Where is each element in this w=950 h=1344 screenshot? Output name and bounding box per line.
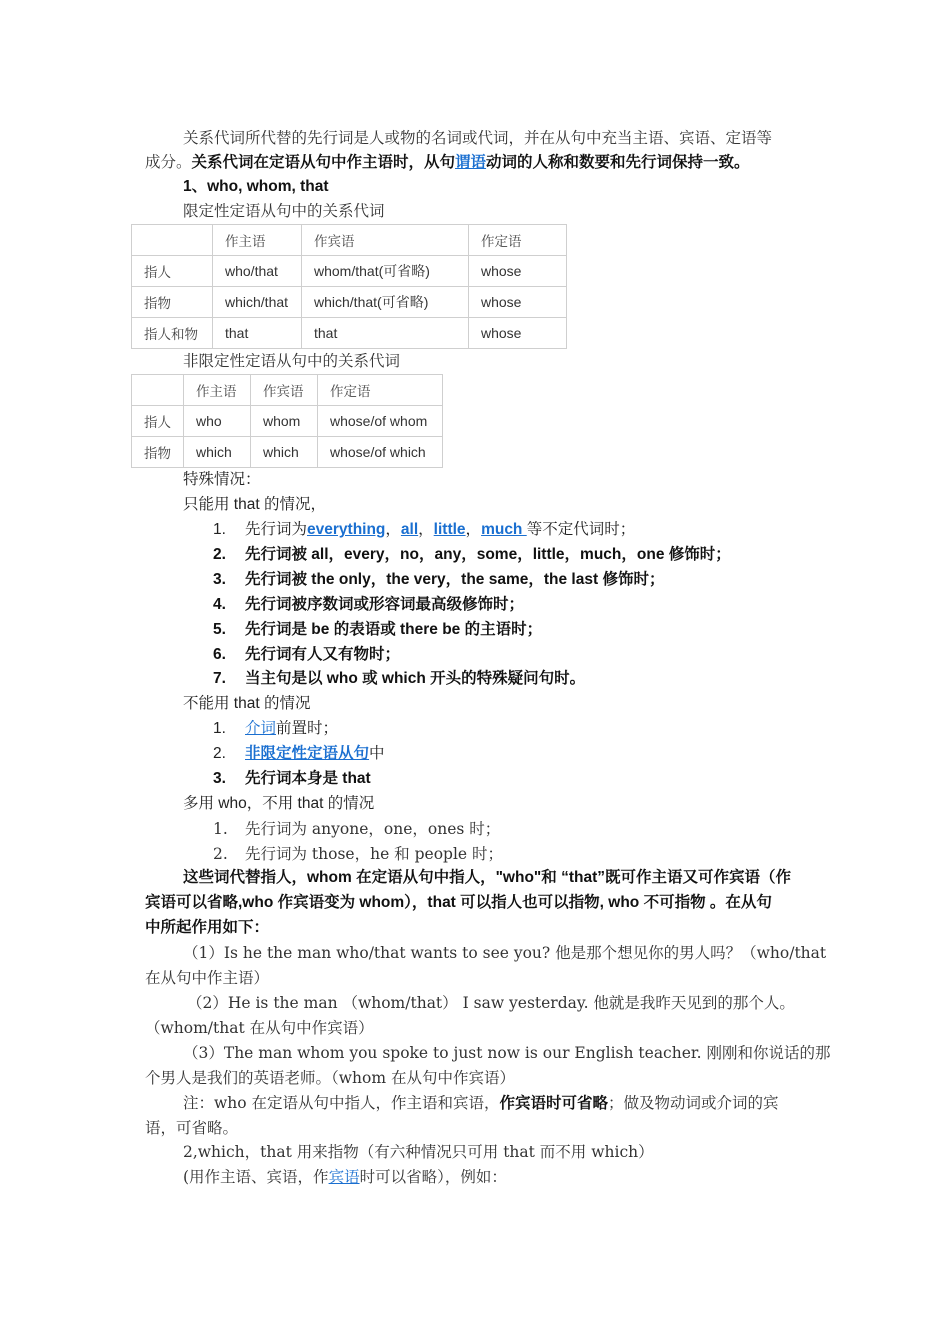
list-number: 2. bbox=[213, 845, 228, 863]
table-cell bbox=[132, 225, 213, 256]
list-text: 先行词是 be 的表语或 there be 的主语时； bbox=[245, 621, 543, 638]
only-that-title: 只能用 that 的情况， bbox=[183, 496, 326, 513]
nonrestrictive-caption: 非限定性定语从句中的关系代词 bbox=[183, 352, 401, 370]
who-title: 多用 who，不用 that 的情况 bbox=[183, 795, 375, 812]
list-item bbox=[213, 568, 664, 592]
table-header: 作定语 bbox=[318, 375, 443, 406]
table-cell: whose/of which bbox=[318, 437, 443, 468]
intro-bold-1: 关系代词在定语从句中作主语时，从句 bbox=[191, 154, 456, 171]
table-cell: which/that bbox=[213, 287, 302, 318]
list-item bbox=[213, 767, 371, 791]
list-item bbox=[213, 518, 635, 542]
no-that-title: 不能用 that 的情况 bbox=[183, 695, 311, 712]
note-line-2: 语，可省略。 bbox=[145, 1119, 239, 1137]
table-cell: 指物 bbox=[132, 287, 213, 318]
table-header: 作主语 bbox=[213, 225, 302, 256]
list-number: 2. bbox=[213, 546, 226, 563]
list-number: 1. bbox=[213, 820, 228, 838]
table-cell: that bbox=[213, 318, 302, 349]
list-number: 3. bbox=[213, 571, 226, 588]
everything-link[interactable]: everything bbox=[307, 521, 386, 538]
table-cell: 指物 bbox=[132, 437, 184, 468]
example-3-line-2: 个男人是我们的英语老师。（whom 在从句中作宾语） bbox=[145, 1069, 515, 1087]
restrictive-caption: 限定性定语从句中的关系代词 bbox=[183, 202, 385, 220]
list-text: 先行词被序数词或形容词最高级修饰时； bbox=[245, 596, 525, 613]
table-cell: which/that(可省略) bbox=[302, 287, 469, 318]
table-header: 作宾语 bbox=[251, 375, 318, 406]
all-link[interactable]: all bbox=[400, 521, 419, 538]
list-number: 5. bbox=[213, 621, 226, 638]
list-number: 1. bbox=[213, 720, 226, 737]
section-2-title: 2,which，that 用来指物（有六种情况只可用 that 而不用 which） bbox=[183, 1143, 654, 1161]
note-bold: 作宾语时可省略 bbox=[499, 1095, 609, 1112]
example-2-line-1: （2）He is the man （whom/that） I saw yesterday. 他就是我昨天见到的那个人。 bbox=[187, 994, 795, 1012]
table-row bbox=[132, 225, 567, 256]
section-2-subtitle bbox=[183, 1165, 507, 1189]
object-link[interactable]: 宾语 bbox=[328, 1168, 360, 1186]
table-cell: which bbox=[251, 437, 318, 468]
list-text: 先行词为 those，he 和 people 时； bbox=[245, 845, 504, 863]
list-number: 1. bbox=[213, 521, 226, 538]
list-text: 中 bbox=[369, 745, 385, 762]
separator: ， bbox=[385, 521, 401, 538]
intro-bold-2: 动词的人称和数要和先行词保持一致。 bbox=[486, 154, 750, 171]
list-text: 等不定代词时； bbox=[526, 521, 636, 538]
table-row bbox=[132, 256, 567, 287]
table-cell: whose bbox=[469, 318, 567, 349]
example-2-line-2: （whom/that 在从句中作宾语） bbox=[145, 1019, 374, 1037]
table-cell: whose/of whom bbox=[318, 406, 443, 437]
table-cell: 指人 bbox=[132, 406, 184, 437]
table-header: 作定语 bbox=[469, 225, 567, 256]
section-2-text: (用作主语、宾语，作 bbox=[183, 1168, 329, 1186]
table-cell: 指人和物 bbox=[132, 318, 213, 349]
table-row bbox=[132, 406, 443, 437]
list-item bbox=[213, 643, 400, 667]
table-cell: who bbox=[184, 406, 251, 437]
list-number: 3. bbox=[213, 770, 226, 787]
separator: ， bbox=[465, 521, 482, 538]
summary-line-3: 中所起作用如下： bbox=[145, 919, 270, 936]
list-number: 4. bbox=[213, 596, 226, 613]
table-row bbox=[132, 375, 443, 406]
list-text: 前置时； bbox=[276, 720, 339, 737]
summary-line-1: 这些词代替指人，whom 在定语从句中指人，"who"和 “that”既可作主语又可作宾语（作 bbox=[183, 869, 791, 886]
list-item bbox=[213, 717, 338, 741]
nonrestrictive-table bbox=[131, 374, 443, 468]
table-row bbox=[132, 318, 567, 349]
table-cell bbox=[132, 375, 184, 406]
list-text: 先行词被 the only，the very，the same，the last 修饰时； bbox=[245, 571, 665, 588]
list-text: 当主句是以 who 或 which 开头的特殊疑问句时。 bbox=[245, 670, 586, 687]
note-text: 注：who 在定语从句中指人，作主语和宾语， bbox=[183, 1094, 500, 1112]
table-row bbox=[132, 437, 443, 468]
list-item bbox=[213, 618, 542, 642]
list-text: 先行词为 bbox=[245, 521, 308, 538]
list-item bbox=[213, 543, 731, 567]
restrictive-table bbox=[131, 224, 567, 349]
table-cell: that bbox=[302, 318, 469, 349]
section-1-title: 1、who, whom, that bbox=[183, 178, 329, 195]
list-item bbox=[213, 817, 500, 841]
table-cell: 指人 bbox=[132, 256, 213, 287]
nonrestrictive-clause-link[interactable]: 非限定性定语从句 bbox=[245, 745, 370, 762]
list-text: 先行词为 anyone，one，ones 时； bbox=[245, 820, 501, 838]
list-item bbox=[213, 593, 524, 617]
special-title: 特殊情况： bbox=[183, 471, 261, 488]
list-item bbox=[213, 842, 503, 866]
list-item bbox=[213, 667, 585, 691]
list-item bbox=[213, 742, 385, 766]
list-number: 6. bbox=[213, 646, 226, 663]
table-row bbox=[132, 287, 567, 318]
little-link[interactable]: little bbox=[433, 521, 466, 538]
list-number: 2. bbox=[213, 745, 226, 762]
table-cell: whose bbox=[469, 287, 567, 318]
separator: ， bbox=[418, 521, 434, 538]
example-1-line-1: （1）Is he the man who/that wants to see you? 他是那个想见你的男人吗？（who/that bbox=[183, 944, 827, 962]
list-text: 先行词本身是 that bbox=[245, 770, 371, 787]
note-line-1 bbox=[183, 1091, 779, 1116]
note-text: ；做及物动词或介词的宾 bbox=[608, 1094, 779, 1112]
list-number: 7. bbox=[213, 670, 226, 687]
table-cell: whom/that(可省略) bbox=[302, 256, 469, 287]
table-header: 作主语 bbox=[184, 375, 251, 406]
table-header: 作宾语 bbox=[302, 225, 469, 256]
table-cell: whom bbox=[251, 406, 318, 437]
much-link[interactable]: much bbox=[481, 521, 527, 538]
summary-line-2: 宾语可以省略,who 作宾语变为 whom），that 可以指人也可以指物, who 不可指物 。在从句 bbox=[145, 894, 772, 911]
list-text: 先行词被 all，every，no，any，some，little，much，one 修饰时； bbox=[245, 546, 731, 563]
example-3-line-1: （3）The man whom you spoke to just now is our English teacher. 刚刚和你说话的那 bbox=[183, 1044, 831, 1062]
table-cell: who/that bbox=[213, 256, 302, 287]
table-cell: whose bbox=[469, 256, 567, 287]
intro-line-2 bbox=[145, 150, 750, 175]
example-1-line-2: 在从句中作主语） bbox=[145, 969, 270, 987]
section-2-text: 时可以省略），例如： bbox=[359, 1168, 507, 1186]
predicate-link[interactable]: 谓语 bbox=[455, 154, 487, 171]
intro-line-1: 关系代词所代替的先行词是人或物的名词或代词，并在从句中充当主语、宾语、定语等 bbox=[183, 129, 773, 147]
preposition-link[interactable]: 介词 bbox=[245, 720, 277, 737]
table-cell: which bbox=[184, 437, 251, 468]
list-text: 先行词有人又有物时； bbox=[245, 646, 401, 663]
intro-plain: 成分。 bbox=[145, 153, 192, 171]
